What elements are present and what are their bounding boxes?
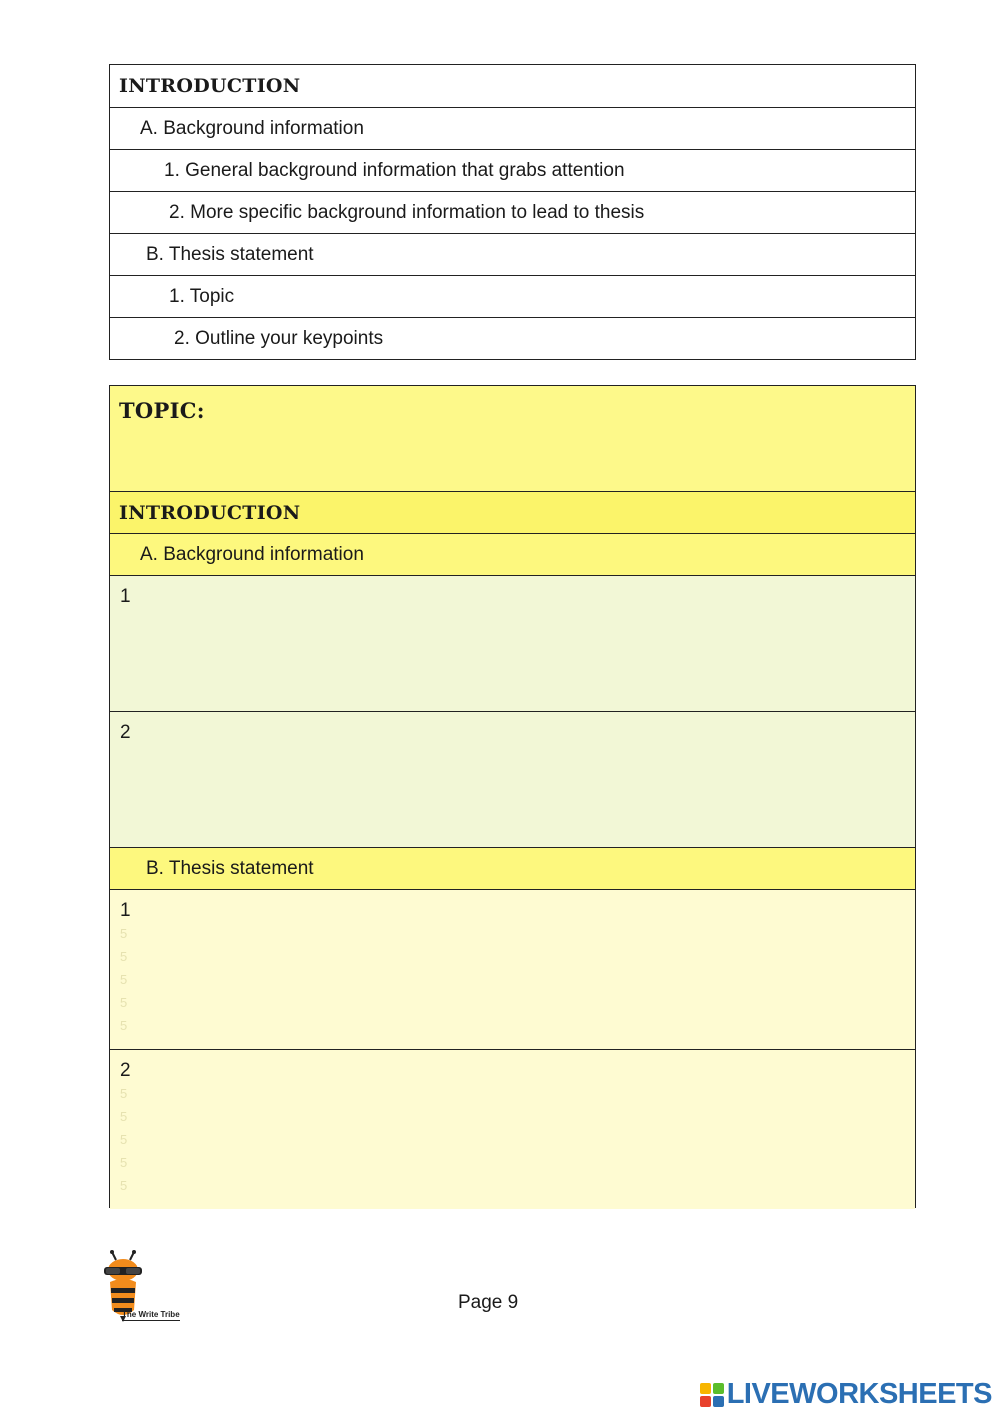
faint-line-mark: 5: [120, 1018, 128, 1033]
topic-field[interactable]: [110, 386, 915, 491]
outline-item: 1. Topic: [110, 275, 915, 317]
faint-line-mark: 5: [120, 949, 128, 964]
outline-item: B. Thesis statement: [110, 233, 915, 275]
answer-number: 1: [120, 586, 131, 607]
faint-line-mark: 5: [120, 1109, 128, 1124]
outline-item: A. Background information: [110, 107, 915, 149]
background-answer-1[interactable]: [110, 575, 915, 711]
answer-number: 1: [120, 900, 131, 921]
faint-line-mark: 5: [120, 995, 128, 1010]
thesis-label: B. Thesis statement: [146, 857, 314, 879]
faint-line-mark: 5: [120, 1178, 128, 1193]
faint-line-mark: 5: [120, 1155, 128, 1170]
intro-heading-row: [110, 491, 915, 533]
outline-table: [109, 64, 916, 360]
liveworksheets-icon: [700, 1383, 724, 1407]
outline-item: 2. More specific background information to lead to thesis: [110, 191, 915, 233]
liveworksheets-brand[interactable]: [700, 1378, 992, 1411]
faint-line-mark: 5: [120, 1086, 128, 1101]
logo-caption: The Write Tribe: [122, 1310, 180, 1319]
answer-number: 2: [120, 1060, 131, 1081]
worksheet-table: [109, 385, 916, 1208]
page-number: Page 9: [458, 1292, 519, 1313]
thesis-label-row: [110, 847, 915, 889]
thesis-answer-2[interactable]: [110, 1049, 915, 1209]
brand-text: LIVEWORKSHEETS: [726, 1378, 992, 1410]
background-answer-2[interactable]: [110, 711, 915, 847]
faint-line-mark: 5: [120, 926, 128, 941]
background-label-row: [110, 533, 915, 575]
outline-heading: INTRODUCTION: [119, 75, 301, 97]
thesis-answer-1[interactable]: [110, 889, 915, 1049]
faint-line-mark: 5: [120, 1132, 128, 1147]
faint-line-mark: 5: [120, 972, 128, 987]
background-label: A. Background information: [140, 543, 364, 565]
outline-item: 2. Outline your keypoints: [110, 317, 915, 359]
outline-heading-row: [110, 65, 915, 107]
outline-item: 1. General background information that grabs attention: [110, 149, 915, 191]
answer-number: 2: [120, 722, 131, 743]
intro-heading: INTRODUCTION: [119, 501, 301, 524]
topic-label: TOPIC:: [119, 398, 205, 423]
